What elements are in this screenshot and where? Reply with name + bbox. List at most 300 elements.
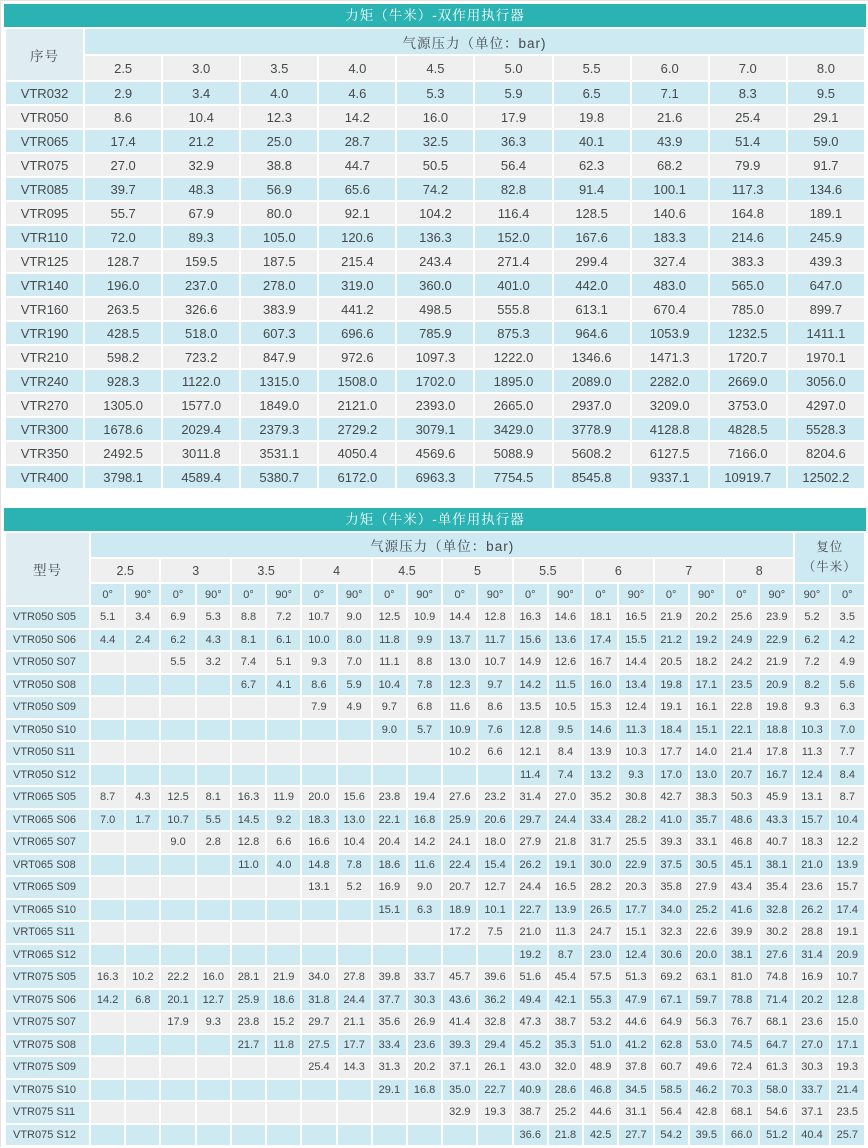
torque-cell: 7.8 — [338, 855, 371, 876]
t1-row-model: VTR350 — [6, 442, 83, 464]
torque-cell: 38.1 — [760, 855, 793, 876]
t1-pressure-tick: 5.5 — [554, 56, 630, 80]
torque-cell — [197, 742, 230, 763]
t2-row-model: VTR065 S07 — [6, 832, 89, 853]
torque-cell: 3011.8 — [163, 442, 239, 464]
torque-cell: 8545.8 — [554, 466, 630, 488]
torque-cell: 598.2 — [85, 346, 161, 368]
torque-cell: 80.0 — [241, 202, 317, 224]
table-row — [6, 630, 864, 651]
torque-cell: 299.4 — [554, 250, 630, 272]
torque-cell: 40.7 — [760, 832, 793, 853]
t2-reset-header — [795, 533, 864, 582]
table-row — [6, 1035, 864, 1056]
t1-pressure-tick: 7.0 — [710, 56, 786, 80]
torque-cell: 565.0 — [710, 274, 786, 296]
torque-cell — [267, 1057, 300, 1078]
torque-cell: 189.1 — [788, 202, 864, 224]
torque-cell: 1577.0 — [163, 394, 239, 416]
torque-cell: 25.4 — [302, 1057, 335, 1078]
table-row — [6, 787, 864, 808]
table-divider-gap — [4, 490, 866, 508]
torque-cell — [302, 765, 335, 786]
torque-cell: 128.7 — [85, 250, 161, 272]
torque-cell: 58.0 — [760, 1080, 793, 1101]
torque-cell: 8.7 — [91, 787, 124, 808]
torque-cell: 6.6 — [478, 742, 511, 763]
torque-cell — [302, 742, 335, 763]
torque-cell: 29.4 — [478, 1035, 511, 1056]
t2-angle-90: 90° — [126, 584, 159, 605]
torque-cell: 16.1 — [690, 697, 723, 718]
torque-cell: 35.4 — [760, 877, 793, 898]
torque-cell — [161, 675, 194, 696]
t2-row-model: VTR075 S07 — [6, 1012, 89, 1033]
torque-cell: 56.4 — [475, 154, 551, 176]
reset-torque-cell: 31.4 — [795, 945, 828, 966]
torque-cell: 11.3 — [619, 720, 652, 741]
reset-torque-cell: 12.4 — [795, 765, 828, 786]
torque-cell: 67.1 — [655, 990, 688, 1011]
torque-cell: 27.0 — [549, 787, 582, 808]
torque-cell — [478, 945, 511, 966]
torque-cell: 39.6 — [478, 967, 511, 988]
torque-cell — [197, 697, 230, 718]
torque-cell: 33.4 — [373, 1035, 406, 1056]
torque-cell: 47.9 — [619, 990, 652, 1011]
torque-cell: 13.0 — [338, 810, 371, 831]
torque-cell: 215.4 — [319, 250, 395, 272]
torque-cell: 14.6 — [549, 607, 582, 628]
torque-cell: 32.3 — [655, 922, 688, 943]
t2-row-model: VRT065 S11 — [6, 922, 89, 943]
torque-cell: 74.2 — [397, 178, 473, 200]
torque-cell: 11.5 — [549, 675, 582, 696]
torque-cell: 8.6 — [478, 697, 511, 718]
torque-cell: 15.4 — [478, 855, 511, 876]
t1-row-model: VTR125 — [6, 250, 83, 272]
torque-cell — [267, 765, 300, 786]
torque-cell: 81.0 — [725, 967, 758, 988]
torque-cell: 35.6 — [373, 1012, 406, 1033]
torque-cell: 66.0 — [725, 1125, 758, 1146]
torque-cell: 17.7 — [619, 900, 652, 921]
torque-cell: 14.2 — [91, 990, 124, 1011]
torque-cell: 847.9 — [241, 346, 317, 368]
torque-cell: 17.8 — [760, 742, 793, 763]
torque-cell: 43.4 — [725, 877, 758, 898]
torque-cell: 2492.5 — [85, 442, 161, 464]
torque-cell — [161, 765, 194, 786]
torque-cell: 21.9 — [760, 652, 793, 673]
torque-cell: 20.7 — [725, 765, 758, 786]
torque-cell: 45.1 — [725, 855, 758, 876]
torque-cell: 18.8 — [760, 720, 793, 741]
torque-cell — [197, 945, 230, 966]
torque-cell — [197, 1102, 230, 1123]
reset-torque-cell: 4.9 — [831, 652, 864, 673]
torque-cell — [126, 832, 159, 853]
reset-torque-cell: 13.9 — [831, 855, 864, 876]
single-acting-section — [4, 508, 866, 1147]
torque-cell: 78.8 — [725, 990, 758, 1011]
table-row — [6, 418, 864, 440]
torque-cell: 22.7 — [478, 1080, 511, 1101]
torque-cell: 11.6 — [408, 855, 441, 876]
torque-cell — [338, 1102, 371, 1123]
torque-cell: 5.3 — [397, 82, 473, 104]
torque-cell: 26.1 — [478, 1057, 511, 1078]
torque-cell: 10.7 — [478, 652, 511, 673]
torque-cell — [373, 1102, 406, 1123]
reset-torque-cell: 26.2 — [795, 900, 828, 921]
torque-cell — [126, 1080, 159, 1101]
torque-cell: 39.3 — [443, 1035, 476, 1056]
torque-cell: 6.9 — [161, 607, 194, 628]
t1-row-model: VTR095 — [6, 202, 83, 224]
torque-cell: 12.1 — [514, 742, 547, 763]
torque-cell — [91, 1012, 124, 1033]
torque-cell — [91, 832, 124, 853]
torque-cell: 12502.2 — [788, 466, 864, 488]
torque-cell: 9.7 — [478, 675, 511, 696]
torque-cell: 20.5 — [655, 652, 688, 673]
torque-cell: 12.8 — [478, 607, 511, 628]
torque-cell: 27.7 — [619, 1125, 652, 1146]
double-acting-torque-table — [4, 27, 866, 490]
torque-cell: 17.7 — [655, 742, 688, 763]
torque-cell: 38.3 — [690, 787, 723, 808]
torque-cell: 16.7 — [584, 652, 617, 673]
torque-cell: 214.6 — [710, 226, 786, 248]
torque-cell — [302, 922, 335, 943]
torque-cell: 441.2 — [319, 298, 395, 320]
torque-cell: 8.8 — [232, 607, 265, 628]
torque-cell: 55.7 — [85, 202, 161, 224]
torque-cell — [161, 1035, 194, 1056]
table-row — [6, 274, 864, 296]
reset-torque-cell: 9.3 — [795, 697, 828, 718]
torque-cell: 13.7 — [443, 630, 476, 651]
torque-cell: 32.9 — [443, 1102, 476, 1123]
torque-cell: 55.3 — [584, 990, 617, 1011]
torque-cell: 439.3 — [788, 250, 864, 272]
t2-pressure-group: 3.5 — [232, 559, 300, 582]
torque-cell: 41.0 — [655, 810, 688, 831]
torque-cell: 899.7 — [788, 298, 864, 320]
torque-cell: 7.6 — [478, 720, 511, 741]
reset-torque-cell: 12.2 — [831, 832, 864, 853]
torque-cell: 5.1 — [267, 652, 300, 673]
torque-cell — [91, 1035, 124, 1056]
torque-cell: 9.3 — [197, 1012, 230, 1033]
torque-cell: 35.2 — [584, 787, 617, 808]
torque-cell: 401.0 — [475, 274, 551, 296]
torque-cell: 5528.3 — [788, 418, 864, 440]
reset-torque-cell: 37.1 — [795, 1102, 828, 1123]
torque-cell: 7754.5 — [475, 466, 551, 488]
t2-row-model: VTR075 S09 — [6, 1057, 89, 1078]
torque-cell: 3531.1 — [241, 442, 317, 464]
torque-cell: 196.0 — [85, 274, 161, 296]
torque-cell: 37.8 — [619, 1057, 652, 1078]
torque-cell — [267, 922, 300, 943]
t2-row-model: VTR065 S10 — [6, 900, 89, 921]
torque-cell: 187.5 — [241, 250, 317, 272]
reset-torque-cell: 10.3 — [795, 720, 828, 741]
torque-cell: 64.7 — [760, 1035, 793, 1056]
torque-cell: 128.5 — [554, 202, 630, 224]
t1-pressure-tick: 3.0 — [163, 56, 239, 80]
torque-cell: 28.6 — [549, 1080, 582, 1101]
double-acting-section — [4, 4, 866, 490]
t2-pressure-group: 4 — [302, 559, 370, 582]
torque-cell — [267, 1125, 300, 1146]
torque-cell: 1720.7 — [710, 346, 786, 368]
torque-cell: 13.9 — [549, 900, 582, 921]
t2-row-model: VTR075 S12 — [6, 1125, 89, 1146]
torque-cell: 11.1 — [373, 652, 406, 673]
torque-cell — [91, 1102, 124, 1123]
torque-cell: 13.4 — [619, 675, 652, 696]
table-row — [6, 1080, 864, 1101]
torque-cell: 1305.0 — [85, 394, 161, 416]
torque-cell: 6.8 — [408, 697, 441, 718]
torque-cell — [408, 1125, 441, 1146]
torque-cell: 10.2 — [443, 742, 476, 763]
t2-pressure-group: 5.5 — [514, 559, 582, 582]
torque-cell: 22.1 — [725, 720, 758, 741]
table-row — [6, 765, 864, 786]
torque-cell: 51.2 — [760, 1125, 793, 1146]
torque-cell: 2029.4 — [163, 418, 239, 440]
torque-cell — [197, 765, 230, 786]
torque-cell: 9.7 — [373, 697, 406, 718]
torque-cell: 14.2 — [319, 106, 395, 128]
torque-cell: 6.2 — [161, 630, 194, 651]
torque-cell: 10.5 — [549, 697, 582, 718]
torque-cell: 483.0 — [632, 274, 708, 296]
torque-cell: 11.9 — [267, 787, 300, 808]
reset-torque-cell: 11.3 — [795, 742, 828, 763]
torque-cell: 183.3 — [632, 226, 708, 248]
torque-cell: 4.9 — [338, 697, 371, 718]
torque-cell: 785.0 — [710, 298, 786, 320]
torque-cell: 4050.4 — [319, 442, 395, 464]
torque-cell: 23.8 — [373, 787, 406, 808]
torque-cell: 6.3 — [408, 900, 441, 921]
torque-cell: 10.4 — [163, 106, 239, 128]
table-row — [6, 832, 864, 853]
torque-cell: 82.8 — [475, 178, 551, 200]
torque-cell: 16.0 — [397, 106, 473, 128]
torque-cell: 164.8 — [710, 202, 786, 224]
torque-cell: 327.4 — [632, 250, 708, 272]
t2-pressure-group: 2.5 — [91, 559, 159, 582]
torque-cell: 13.1 — [302, 877, 335, 898]
table-row — [6, 106, 864, 128]
table-row — [6, 967, 864, 988]
t2-pressure-header: 气源压力（单位：bar) — [91, 533, 793, 557]
torque-cell: 5380.7 — [241, 466, 317, 488]
torque-cell: 68.2 — [632, 154, 708, 176]
torque-cell: 104.2 — [397, 202, 473, 224]
torque-cell: 44.6 — [584, 1102, 617, 1123]
torque-cell: 613.1 — [554, 298, 630, 320]
torque-cell — [232, 1102, 265, 1123]
torque-cell: 74.8 — [760, 967, 793, 988]
torque-cell: 25.9 — [232, 990, 265, 1011]
torque-cell — [161, 697, 194, 718]
torque-cell: 42.8 — [690, 1102, 723, 1123]
torque-cell: 11.3 — [549, 922, 582, 943]
torque-cell: 11.7 — [478, 630, 511, 651]
torque-cell: 40.1 — [554, 130, 630, 152]
torque-cell: 72.4 — [725, 1057, 758, 1078]
torque-cell: 12.7 — [478, 877, 511, 898]
table-row — [6, 322, 864, 344]
torque-cell: 1315.0 — [241, 370, 317, 392]
torque-cell: 2379.3 — [241, 418, 317, 440]
torque-cell — [197, 900, 230, 921]
torque-cell — [302, 720, 335, 741]
torque-cell: 10919.7 — [710, 466, 786, 488]
reset-torque-cell: 21.4 — [831, 1080, 864, 1101]
table-row — [6, 652, 864, 673]
torque-cell: 14.4 — [443, 607, 476, 628]
t2-row-model: VTR050 S08 — [6, 675, 89, 696]
torque-cell — [338, 720, 371, 741]
t1-pressure-tick: 5.0 — [475, 56, 551, 80]
torque-cell: 19.8 — [655, 675, 688, 696]
torque-cell: 10.7 — [302, 607, 335, 628]
torque-cell: 46.8 — [584, 1080, 617, 1101]
torque-cell: 7.4 — [549, 765, 582, 786]
reset-torque-cell: 12.8 — [831, 990, 864, 1011]
torque-cell: 15.5 — [619, 630, 652, 651]
torque-cell: 1471.3 — [632, 346, 708, 368]
t1-row-model: VTR065 — [6, 130, 83, 152]
t2-model-header: 型号 — [6, 533, 89, 605]
torque-cell: 4.0 — [241, 82, 317, 104]
t2-angle-90: 90° — [408, 584, 441, 605]
torque-cell — [232, 765, 265, 786]
torque-cell: 116.4 — [475, 202, 551, 224]
t2-row-model: VTR050 S09 — [6, 697, 89, 718]
t2-row-model: VTR075 S06 — [6, 990, 89, 1011]
torque-cell: 7.8 — [408, 675, 441, 696]
table-row — [6, 1125, 864, 1146]
torque-cell: 9.0 — [408, 877, 441, 898]
torque-cell: 16.7 — [760, 765, 793, 786]
torque-cell: 11.6 — [443, 697, 476, 718]
torque-cell — [91, 922, 124, 943]
torque-cell: 23.8 — [232, 1012, 265, 1033]
torque-cell: 21.4 — [725, 742, 758, 763]
reset-torque-cell: 21.0 — [795, 855, 828, 876]
t1-pressure-header: 气源压力（单位：bar) — [85, 29, 864, 54]
torque-cell: 45.4 — [549, 967, 582, 988]
torque-cell: 723.2 — [163, 346, 239, 368]
torque-cell: 4297.0 — [788, 394, 864, 416]
torque-cell — [443, 765, 476, 786]
torque-cell: 91.7 — [788, 154, 864, 176]
torque-cell: 21.9 — [267, 967, 300, 988]
torque-cell: 41.4 — [443, 1012, 476, 1033]
table-row — [6, 466, 864, 488]
torque-cell: 79.9 — [710, 154, 786, 176]
t2-angle-90: 90° — [478, 584, 511, 605]
t2-row-model: VTR075 S08 — [6, 1035, 89, 1056]
torque-cell: 6.1 — [267, 630, 300, 651]
torque-cell: 319.0 — [319, 274, 395, 296]
torque-cell: 26.2 — [514, 855, 547, 876]
torque-cell: 21.6 — [632, 106, 708, 128]
torque-cell: 19.8 — [554, 106, 630, 128]
torque-cell: 4569.6 — [397, 442, 473, 464]
torque-cell: 5.2 — [338, 877, 371, 898]
torque-cell: 9.2 — [267, 810, 300, 831]
torque-cell: 17.0 — [655, 765, 688, 786]
t2-row-model: VTR050 S06 — [6, 630, 89, 651]
torque-cell: 1411.1 — [788, 322, 864, 344]
torque-cell — [232, 1080, 265, 1101]
torque-cell: 42.5 — [584, 1125, 617, 1146]
table2-title: 力矩（牛米）-单作用执行器 — [345, 512, 525, 527]
torque-cell: 2665.0 — [475, 394, 551, 416]
torque-cell: 51.6 — [514, 967, 547, 988]
reset-torque-cell: 15.0 — [831, 1012, 864, 1033]
table-row — [6, 370, 864, 392]
reset-torque-cell: 5.6 — [831, 675, 864, 696]
torque-cell: 29.7 — [514, 810, 547, 831]
torque-cell: 51.4 — [710, 130, 786, 152]
table-row — [6, 945, 864, 966]
reset-torque-cell: 19.3 — [831, 1057, 864, 1078]
torque-cell: 22.7 — [514, 900, 547, 921]
torque-cell: 24.2 — [725, 652, 758, 673]
torque-cell: 22.4 — [443, 855, 476, 876]
table-row — [6, 154, 864, 176]
torque-cell — [373, 1125, 406, 1146]
torque-cell: 10.0 — [302, 630, 335, 651]
torque-cell — [302, 1125, 335, 1146]
torque-cell — [338, 1080, 371, 1101]
torque-cell: 383.9 — [241, 298, 317, 320]
t2-row-model: VTR065 S05 — [6, 787, 89, 808]
torque-cell: 53.2 — [584, 1012, 617, 1033]
torque-cell: 38.8 — [241, 154, 317, 176]
reset-torque-cell: 16.9 — [795, 967, 828, 988]
t2-reset-angle: 0° — [831, 584, 864, 605]
torque-cell: 24.1 — [443, 832, 476, 853]
torque-cell: 14.8 — [302, 855, 335, 876]
table-row — [6, 607, 864, 628]
torque-cell: 19.3 — [478, 1102, 511, 1123]
torque-cell: 875.3 — [475, 322, 551, 344]
torque-cell: 46.8 — [725, 832, 758, 853]
t2-row-model: VTR075 S10 — [6, 1080, 89, 1101]
torque-cell: 11.0 — [232, 855, 265, 876]
torque-cell: 383.3 — [710, 250, 786, 272]
torque-cell: 428.5 — [85, 322, 161, 344]
t2-pressure-group: 5 — [443, 559, 511, 582]
torque-cell: 5088.9 — [475, 442, 551, 464]
torque-cell: 24.4 — [514, 877, 547, 898]
t1-row-model: VTR110 — [6, 226, 83, 248]
torque-cell: 5.3 — [197, 607, 230, 628]
torque-cell: 243.4 — [397, 250, 473, 272]
